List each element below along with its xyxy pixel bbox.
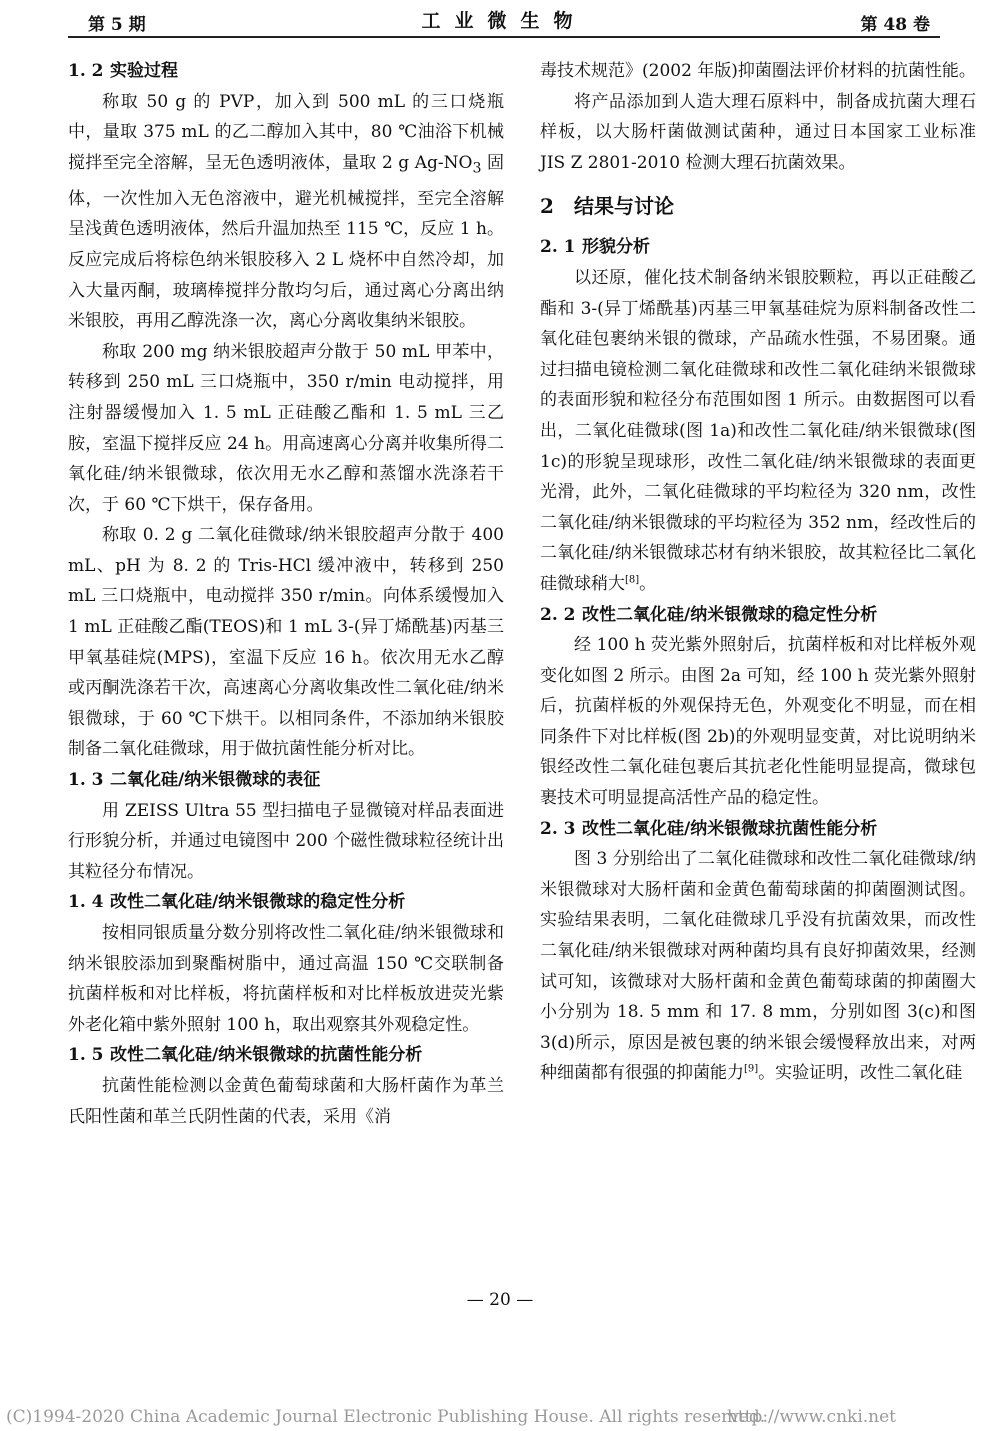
- paragraph: 将产品添加到人造大理石原料中，制备成抗菌大理石样板，以大肠杆菌做测试菌种，通过日本国家工业标准 JIS Z 2801-2010 检测大理石抗菌效果。: [540, 91, 976, 173]
- page-number: — 20 —: [466, 1290, 534, 1310]
- copyright-notice: (C)1994-2020 China Academic Journal Electronic Publishing House. All rights reserved.: [6, 1407, 766, 1427]
- section-heading-2-2: 2. 2 改性二氧化硅/纳米银微球的稳定性分析: [540, 604, 878, 625]
- paragraph: 抗菌性能检测以金黄色葡萄球菌和大肠杆菌作为革兰氏阳性菌和革兰氏阴性菌的代表，采用《消: [68, 1075, 504, 1127]
- section-heading-2: 2 结果与讨论: [540, 194, 674, 219]
- paragraph: 以还原，催化技术制备纳米银胶颗粒，再以正硅酸乙酯和 3-(异丁烯酰基)丙基三甲氧基硅烷为原料制备改性二氧化硅包裹纳米银的微球，产品疏水性强，不易团聚。通过扫描电镜检测二氧化硅微球和改性二氧化硅纳米银微球的表面形貌和粒径分布范围如图 1 所示。由数据图可以看出，二氧化硅微球(图 1a)和改性二氧化硅/纳米银微球(图 1c)的形貌呈现球形，改性二氧化硅/纳米银微球的表面更光滑，此外，二氧化硅微球的平均粒径为 320 nm，改性二氧化硅/纳米银微球的平均粒径为 352 nm，经改性后的二氧化硅/纳米银微球芯材有纳米银胶，故其粒径比二氧化硅微球稍大[8]。: [540, 267, 976, 594]
- paragraph: 经 100 h 荧光紫外照射后，抗菌样板和对比样板外观变化如图 2 所示。由图 2a 可知，经 100 h 荧光紫外照射后，抗菌样板的外观保持无色，外观变化不明显，而在相同条件下对比样板(图 2b)的外观明显变黄，对比说明纳米银经改性二氧化硅包裹后其抗老化性能明显提高，微球包裹技术可明显提高活性产品的稳定性。: [540, 635, 976, 809]
- citation: [9]: [744, 1063, 759, 1075]
- citation: [8]: [625, 574, 640, 586]
- paragraph: 图 3 分别给出了二氧化硅微球和改性二氧化硅微球/纳米银微球对大肠杆菌和金黄色葡萄球菌的抑菌圈测试图。实验结果表明，二氧化硅微球几乎没有抗菌效果，而改性二氧化硅/纳米银微球对两种菌均具有良好抑菌效果，经测试可知，该微球对大肠杆菌和金黄色葡萄球菌的抑菌圈大小分别为 18. 5 mm 和 17. 8 mm，分别如图 3(c)和图 3(d)所示，原因是被包裹的纳米银会缓慢释放出来，对两种细菌都有很强的抑菌能力[9]。实验证明，改性二氧化硅: [540, 849, 976, 1084]
- right-column: [540, 56, 976, 1089]
- paragraph: 称取 200 mg 纳米银胶超声分散于 50 mL 甲苯中，转移到 250 mL 三口烧瓶中，350 r/min 电动搅拌，用注射器缓慢加入 1. 5 mL 正硅酸乙酯和 1. 5 mL 三乙胺，室温下搅拌反应 24 h。用高速离心分离并收集所得二氧化硅/纳米银微球，依次用无水乙醇和蒸馏水洗涤若干次，于 60 ℃下烘干，保存备用。: [68, 341, 504, 515]
- cnki-url: http://www.cnki.net: [726, 1407, 896, 1427]
- issue-number: 第 5 期: [88, 15, 146, 35]
- paragraph: 称取 50 g 的 PVP，加入到 500 mL 的三口烧瓶中，量取 375 mL 的乙二醇加入其中，80 ℃油浴下机械搅拌至完全溶解，呈无色透明液体，量取 2 g $Ag-NO_3$ 固体，一次性加入无色溶液中，避光机械搅拌，至完全溶解呈浅黄色透明液体，然后升温加热至 115 ℃，反应 1 h。反应完成后将棕色纳米银胶移入 2 L 烧杯中自然冷却，加入大量丙酮，玻璃棒搅拌分散均匀后，通过离心分离出纳米银胶，再用乙醇洗涤一次，离心分离收集纳米银胶。: [68, 91, 505, 332]
- journal-title: 工业微生物: [421, 10, 587, 32]
- section-heading-2-3: 2. 3 改性二氧化硅/纳米银微球抗菌性能分析: [540, 818, 878, 839]
- paragraph: 称取 0. 2 g 二氧化硅微球/纳米银胶超声分散于 400 mL、pH 为 8. 2 的 Tris-HCl 缓冲液中，转移到 250 mL 三口烧瓶中，电动搅拌 350 r/min。向体系缓慢加入 1 mL 正硅酸乙酯(TEOS)和 1 mL 3-(异丁烯酰基)丙基三甲氧基硅烷(MPS)，室温下反应 16 h。依次用无水乙醇或丙酮洗涤若干次，高速离心分离收集改性二氧化硅/纳米银微球，于 60 ℃下烘干。以相同条件，不添加纳米银胶制备二氧化硅微球，用于做抗菌性能分析对比。: [68, 525, 504, 760]
- paragraph: 毒技术规范》(2002 年版)抑菌圈法评价材料的抗菌性能。: [540, 61, 976, 81]
- section-heading-1-5: 1. 5 改性二氧化硅/纳米银微球的抗菌性能分析: [68, 1045, 423, 1066]
- paragraph: 按相同银质量分数分别将改性二氧化硅/纳米银微球和纳米银胶添加到聚酯树脂中，通过高温 150 ℃交联制备抗菌样板和对比样板，将抗菌样板和对比样板放进荧光紫外老化箱中紫外照射 100 h，取出观察其外观稳定性。: [68, 923, 504, 1035]
- volume-number: 第 48 卷: [860, 15, 930, 35]
- section-heading-1-4: 1. 4 改性二氧化硅/纳米银微球的稳定性分析: [68, 892, 406, 913]
- left-column: [68, 56, 504, 1132]
- running-header: [68, 4, 940, 38]
- section-heading-1-2: 1. 2 实验过程: [68, 61, 178, 81]
- copyright-footer: [0, 1405, 1000, 1431]
- paragraph: 用 ZEISS Ultra 55 型扫描电子显微镜对样品表面进行形貌分析，并通过电镜图中 200 个磁性微球粒径统计出其粒径分布情况。: [68, 800, 504, 882]
- section-heading-1-3: 1. 3 二氧化硅/纳米银微球的表征: [68, 770, 321, 791]
- section-heading-2-1: 2. 1 形貌分析: [540, 237, 650, 258]
